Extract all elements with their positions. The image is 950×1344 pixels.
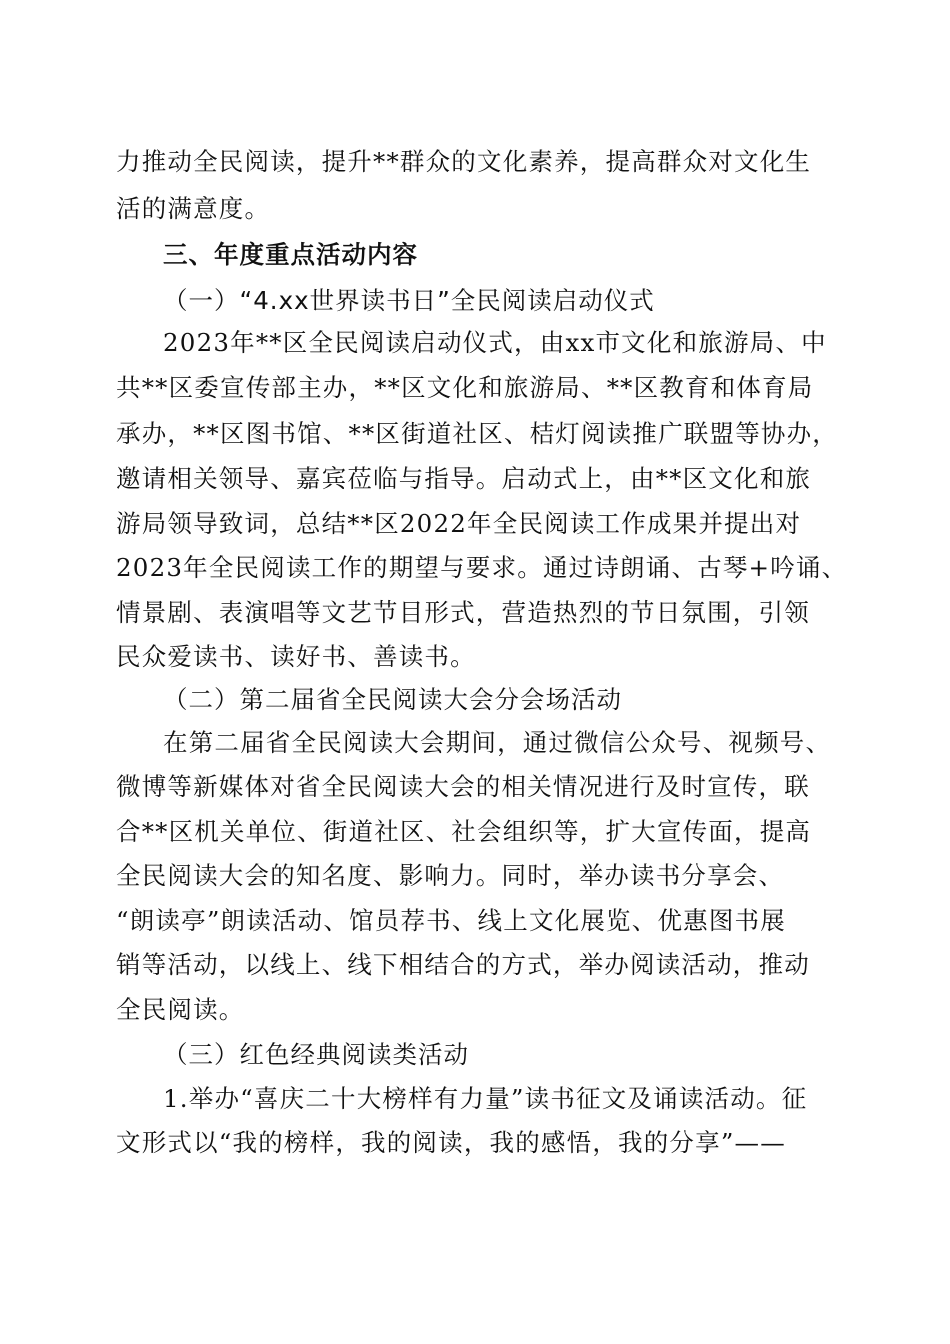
paragraph-line: 全民阅读大会的知名度、影响力。同时，举办读书分享会、 bbox=[116, 861, 785, 890]
paragraph-line: 1.举办“喜庆二十大榜样有力量”读书征文及诵读活动。征 bbox=[163, 1084, 808, 1113]
paragraph-line: 2023年**区全民阅读启动仪式，由xx市文化和旅游局、中 bbox=[163, 328, 827, 357]
paragraph-line: 承办，**区图书馆、**区街道社区、桔灯阅读推广联盟等协办， bbox=[116, 419, 838, 448]
section-heading: 三、年度重点活动内容 bbox=[163, 240, 418, 269]
paragraph-line: 全民阅读。 bbox=[116, 995, 245, 1024]
paragraph-line: 共**区委宣传部主办，**区文化和旅游局、**区教育和体育局 bbox=[116, 373, 814, 402]
subsection-heading: （三）红色经典阅读类活动 bbox=[163, 1040, 469, 1069]
subsection-heading: （一）“4.xx世界读书日”全民阅读启动仪式 bbox=[163, 286, 655, 315]
paragraph-line: “朗读亭”朗读活动、馆员荐书、线上文化展览、优惠图书展 bbox=[116, 906, 786, 935]
paragraph-line: 情景剧、表演唱等文艺节目形式，营造热烈的节日氛围，引领 bbox=[116, 598, 810, 627]
paragraph-line: 游局领导致词，总结**区2022年全民阅读工作成果并提出对 bbox=[116, 509, 802, 538]
paragraph-line: 合**区机关单位、街道社区、社会组织等，扩大宣传面，提高 bbox=[116, 817, 812, 846]
paragraph-line: 邀请相关领导、嘉宾莅临与指导。启动式上，由**区文化和旅 bbox=[116, 464, 812, 493]
paragraph-line: 2023年全民阅读工作的期望与要求。通过诗朗诵、古琴+吟诵、 bbox=[116, 553, 848, 582]
paragraph-line: 在第二届省全民阅读大会期间，通过微信公众号、视频号、 bbox=[163, 728, 832, 757]
paragraph-line: 微博等新媒体对省全民阅读大会的相关情况进行及时宣传，联 bbox=[116, 772, 810, 801]
paragraph-line: 民众爱读书、读好书、善读书。 bbox=[116, 642, 476, 671]
subsection-heading: （二）第二届省全民阅读大会分会场活动 bbox=[163, 685, 622, 714]
paragraph-line: 销等活动，以线上、线下相结合的方式，举办阅读活动，推动 bbox=[116, 950, 810, 979]
paragraph-line: 力推动全民阅读，提升**群众的文化素养，提高群众对文化生 bbox=[116, 147, 812, 176]
paragraph-line: 活的满意度。 bbox=[116, 194, 271, 223]
paragraph-line: 文形式以“我的榜样，我的阅读，我的感悟，我的分享”—— bbox=[116, 1128, 786, 1157]
